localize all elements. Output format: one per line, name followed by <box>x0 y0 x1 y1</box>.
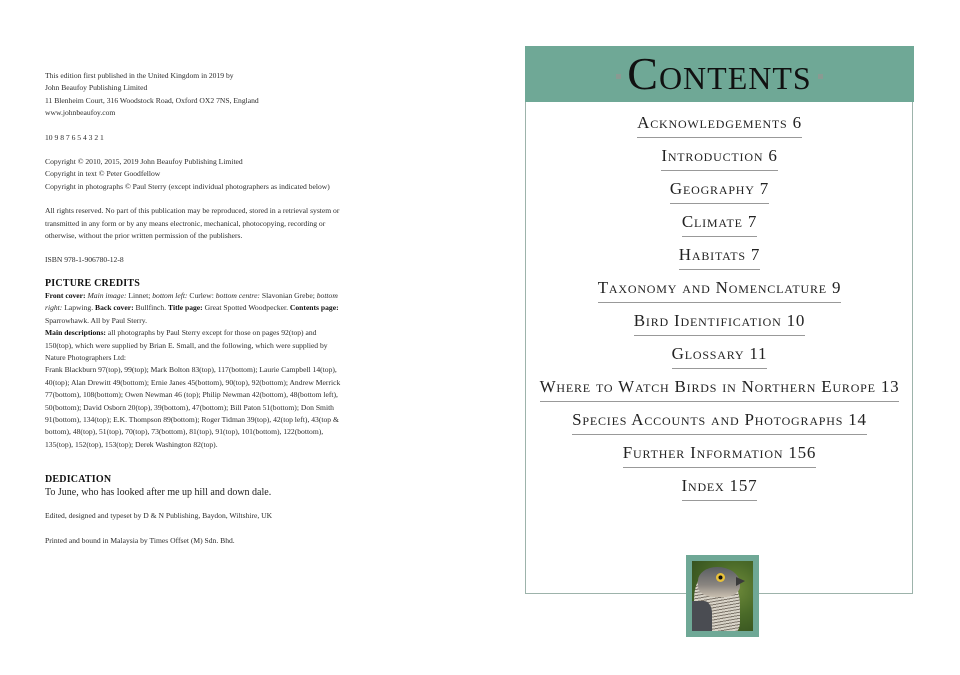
bottom-left-value: Curlew: <box>189 290 214 300</box>
toc-item-habitats[interactable] <box>525 245 914 278</box>
rights-statement: All rights reserved. No part of this publication may be reproduced, stored in a retrieval system or transmitted in any form or by any means electronic, mechanical, photocopying, recording or otherwise, without the prior written permission of the publishers. <box>45 206 340 241</box>
sparrowhawk-photo <box>692 561 753 631</box>
main-descriptions-credits <box>45 327 345 364</box>
contents-title-text: Contents <box>627 48 812 99</box>
picture-credits-heading: PICTURE CREDITS <box>45 277 140 289</box>
publisher-website: www.johnbeaufoy.com <box>45 108 116 118</box>
bottom-right-value: Lapwing. <box>64 303 94 313</box>
bottom-centre-label: bottom centre: <box>215 290 260 300</box>
main-image-value: Linnet; <box>128 290 151 300</box>
main-descriptions-value: all photographs by Paul Sterry except for those on pages 92(top) and 150(top), which were supplied by Brian E. Small, and the following, which were supplied by Nature Photographers Ltd: <box>45 328 328 362</box>
toc-entry-label[interactable]: Bird Identification 10 <box>634 311 805 336</box>
contents-header-band <box>525 46 914 102</box>
copyright-photos-line: Copyright in photographs © Paul Sterry (except individual photographers as indicated below) <box>45 181 330 191</box>
front-cover-label: Front cover: <box>45 290 86 300</box>
dedication-heading: DEDICATION <box>45 474 112 486</box>
toc-entry-label[interactable]: Index 157 <box>682 476 758 501</box>
toc-item-where-to-watch[interactable] <box>525 377 914 410</box>
toc-item-index[interactable] <box>525 476 914 509</box>
toc-entry-label[interactable]: Climate 7 <box>682 212 757 237</box>
contents-page-label: Contents page: <box>289 303 339 313</box>
toc-item-bird-identification[interactable] <box>525 311 914 344</box>
back-cover-label: Back cover: <box>95 303 134 313</box>
hawk-beak-icon <box>736 577 745 586</box>
bottom-left-label: bottom left: <box>152 290 188 300</box>
toc-entry-label[interactable]: Where to Watch Birds in Northern Europe 13 <box>540 377 900 402</box>
toc-item-species-accounts[interactable] <box>525 410 914 443</box>
hawk-head <box>698 567 740 597</box>
photographer-credits: Frank Blackburn 97(top), 99(top); Mark Bolton 83(top), 117(bottom); Laurie Campbell 14(top), 40(top); Alan Drewitt 49(bottom); Ernie Janes 45(bottom), 90(top), 92(bottom); Andrew Merrick 77(bottom), 108(bottom); Owen Newman 46 (top); Philip Newman 42(bottom), 48(bottom left), 50(bottom); David Osborn 20(top), 39(bottom), 47(bottom); Bill Paton 51(bottom); Don Smith 91(bottom), 134(top); E.K. Thompson 89(bottom); Roger Tidman 39(top), 42(top left), 43(top & bottom), 48(top), 51(top), 70(top), 73(bottom), 81(top), 91(top), 101(bottom), 122(bottom), 135(top), 152(top), 153(top); Derek Washington 82(top). <box>45 365 341 449</box>
hawk-wing <box>692 601 712 631</box>
hawk-eye-icon <box>716 573 725 582</box>
imprint-page <box>45 70 345 547</box>
toc-item-taxonomy[interactable] <box>525 278 914 311</box>
ornament-square-icon <box>616 74 621 79</box>
sparrowhawk-photo-frame <box>686 555 759 637</box>
copyright-text-line: Copyright in text © Peter Goodfellow <box>45 169 161 179</box>
bottom-centre-value: Slavonian Grebe; <box>261 290 315 300</box>
toc-item-climate[interactable] <box>525 212 914 245</box>
production-credit: Edited, designed and typeset by D & N Publishing, Baydon, Wiltshire, UK <box>45 511 273 521</box>
contents-page-value: Sparrowhawk. All by Paul Sterry. <box>45 315 148 325</box>
contents-title <box>610 46 828 102</box>
publisher-name: John Beaufoy Publishing Limited <box>45 83 148 93</box>
toc-entry-label[interactable]: Habitats 7 <box>679 245 760 270</box>
toc-item-glossary[interactable] <box>525 344 914 377</box>
bottom-right-label: bottom right: <box>45 290 338 313</box>
printing-line: 10 9 8 7 6 5 4 3 2 1 <box>45 132 104 142</box>
toc-entry-label[interactable]: Geography 7 <box>670 179 769 204</box>
title-page-label: Title page: <box>168 303 203 313</box>
ornament-square-icon <box>818 74 823 79</box>
toc-entry-label[interactable]: Further Information 156 <box>623 443 816 468</box>
toc-entry-label[interactable]: Acknowledgements 6 <box>637 113 802 138</box>
toc-entry-label[interactable]: Introduction 6 <box>661 146 777 171</box>
toc-entry-label[interactable]: Species Accounts and Photographs 14 <box>572 410 867 435</box>
copyright-line: Copyright © 2010, 2015, 2019 John Beaufoy Publishing Limited <box>45 157 243 167</box>
main-descriptions-label: Main descriptions: <box>45 328 106 338</box>
toc-item-acknowledgements[interactable] <box>525 113 914 146</box>
main-image-label: Main image: <box>87 290 127 300</box>
back-cover-value: Bullfinch. <box>135 303 167 313</box>
isbn: ISBN 978-1-906780-12-8 <box>45 255 124 265</box>
table-of-contents <box>525 113 914 509</box>
toc-item-geography[interactable] <box>525 179 914 212</box>
cover-credits <box>45 290 345 327</box>
title-page-value: Great Spotted Woodpecker. <box>204 303 288 313</box>
dedication-text: To June, who has looked after me up hill and down dale. <box>45 487 272 499</box>
toc-item-further-information[interactable] <box>525 443 914 476</box>
toc-item-introduction[interactable] <box>525 146 914 179</box>
toc-entry-label[interactable]: Glossary 11 <box>672 344 768 369</box>
edition-line: This edition first published in the United Kingdom in 2019 by <box>45 71 234 80</box>
printer-credit: Printed and bound in Malaysia by Times Offset (M) Sdn. Bhd. <box>45 535 235 545</box>
toc-entry-label[interactable]: Taxonomy and Nomenclature 9 <box>598 278 842 303</box>
publisher-address: 11 Blenheim Court, 316 Woodstock Road, Oxford OX2 7NS, England <box>45 95 259 105</box>
